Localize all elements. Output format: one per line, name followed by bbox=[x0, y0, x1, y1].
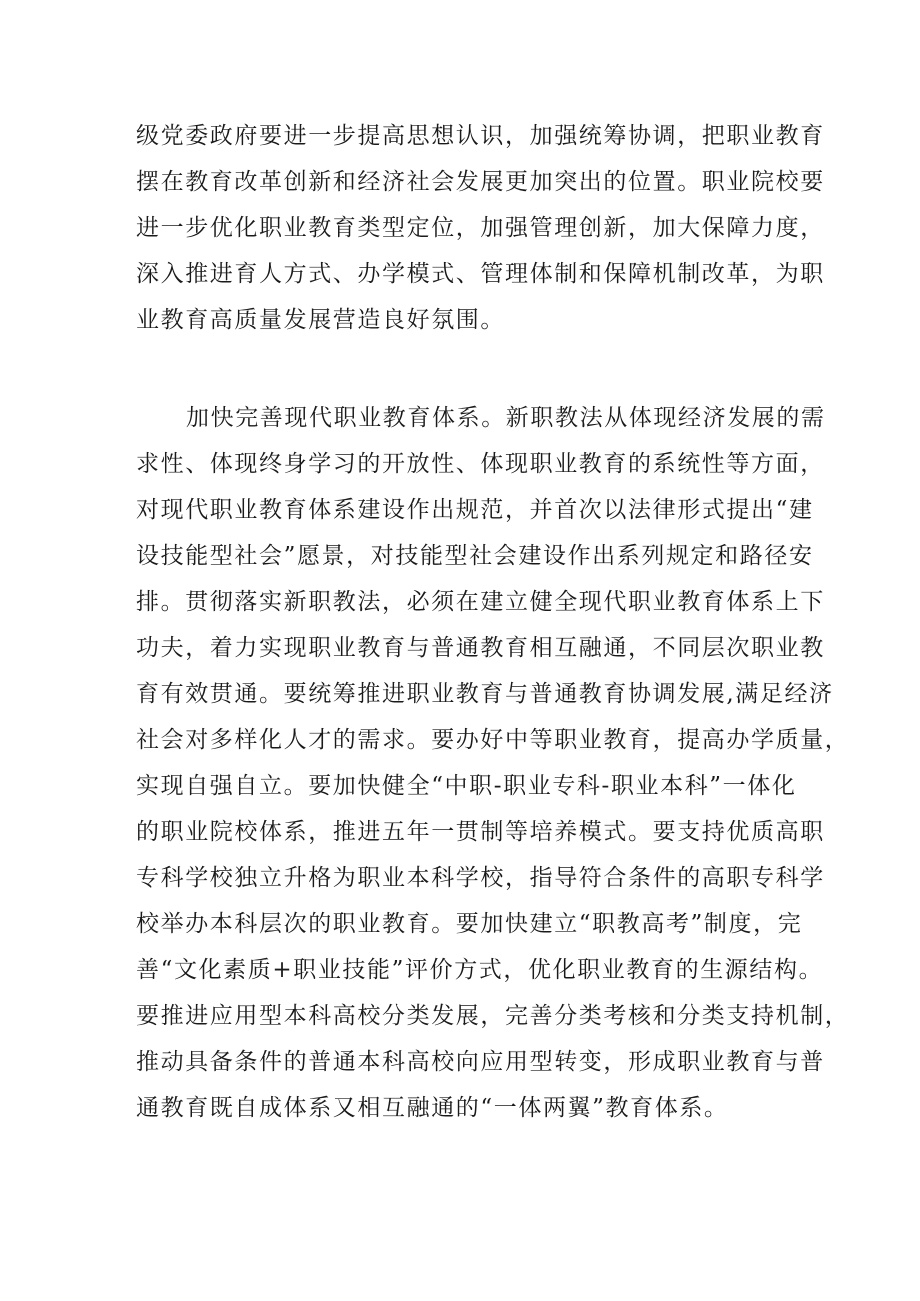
paragraph-2-line-6: 功夫，着力实现职业教育与普通教育相互融通，不同层次职业教 bbox=[136, 635, 825, 661]
paragraph-2-line-12: 校举办本科层次的职业教育。要加快建立“职教高考”制度，完 bbox=[136, 911, 803, 937]
paragraph-2-line-14: 要推进应用型本科高校分类发展，完善分类考核和分类支持机制， bbox=[136, 1003, 850, 1029]
paragraph-1-line-2: 摆在教育改革创新和经济社会发展更加突出的位置。职业院校要 bbox=[136, 169, 825, 195]
paragraph-2-line-4: 设技能型社会”愿景，对技能型社会建设作出系列规定和路径安 bbox=[136, 543, 814, 569]
paragraph-2-line-2: 求性、体现终身学习的开放性、体现职业教育的系统性等方面， bbox=[136, 451, 825, 477]
paragraph-2-line-8: 社会对多样化人才的需求。要办好中等职业教育，提高办学质量， bbox=[136, 727, 850, 753]
paragraph-2-line-16: 通教育既自成体系又相互融通的“一体两翼”教育体系。 bbox=[136, 1095, 729, 1121]
paragraph-2-line-13: 善“文化素质+职业技能”评价方式，优化职业教育的生源结构。 bbox=[136, 957, 824, 983]
paragraph-1-line-1: 级党委政府要进一步提高思想认识，加强统筹协调，把职业教育 bbox=[136, 123, 825, 149]
paragraph-2-line-15: 推动具备条件的普通本科高校向应用型转变，形成职业教育与普 bbox=[136, 1049, 825, 1075]
paragraph-2-line-7: 育有效贯通。要统筹推进职业教育与普通教育协调发展,满足经济 bbox=[136, 681, 834, 707]
paragraph-1-line-4: 深入推进育人方式、办学模式、管理体制和保障机制改革，为职 bbox=[136, 261, 825, 287]
paragraph-2-line-10: 的职业院校体系，推进五年一贯制等培养模式。要支持优质高职 bbox=[136, 819, 825, 845]
paragraph-2-line-5: 排。贯彻落实新职教法，必须在建立健全现代职业教育体系上下 bbox=[136, 589, 825, 615]
paragraph-1-line-5: 业教育高质量发展营造良好氛围。 bbox=[136, 307, 505, 333]
paragraph-2-line-9: 实现自强自立。要加快健全“中职-职业专科-职业本科”一体化 bbox=[136, 773, 797, 799]
paragraph-2-line-11: 专科学校独立升格为职业本科学校，指导符合条件的高职专科学 bbox=[136, 865, 825, 891]
paragraph-1-line-3: 进一步优化职业教育类型定位，加强管理创新，加大保障力度， bbox=[136, 215, 825, 241]
paragraph-2-line-1: 加快完善现代职业教育体系。新职教法从体现经济发展的需 bbox=[186, 405, 826, 431]
paragraph-2-line-3: 对现代职业教育体系建设作出规范，并首次以法律形式提出“建 bbox=[136, 497, 814, 523]
